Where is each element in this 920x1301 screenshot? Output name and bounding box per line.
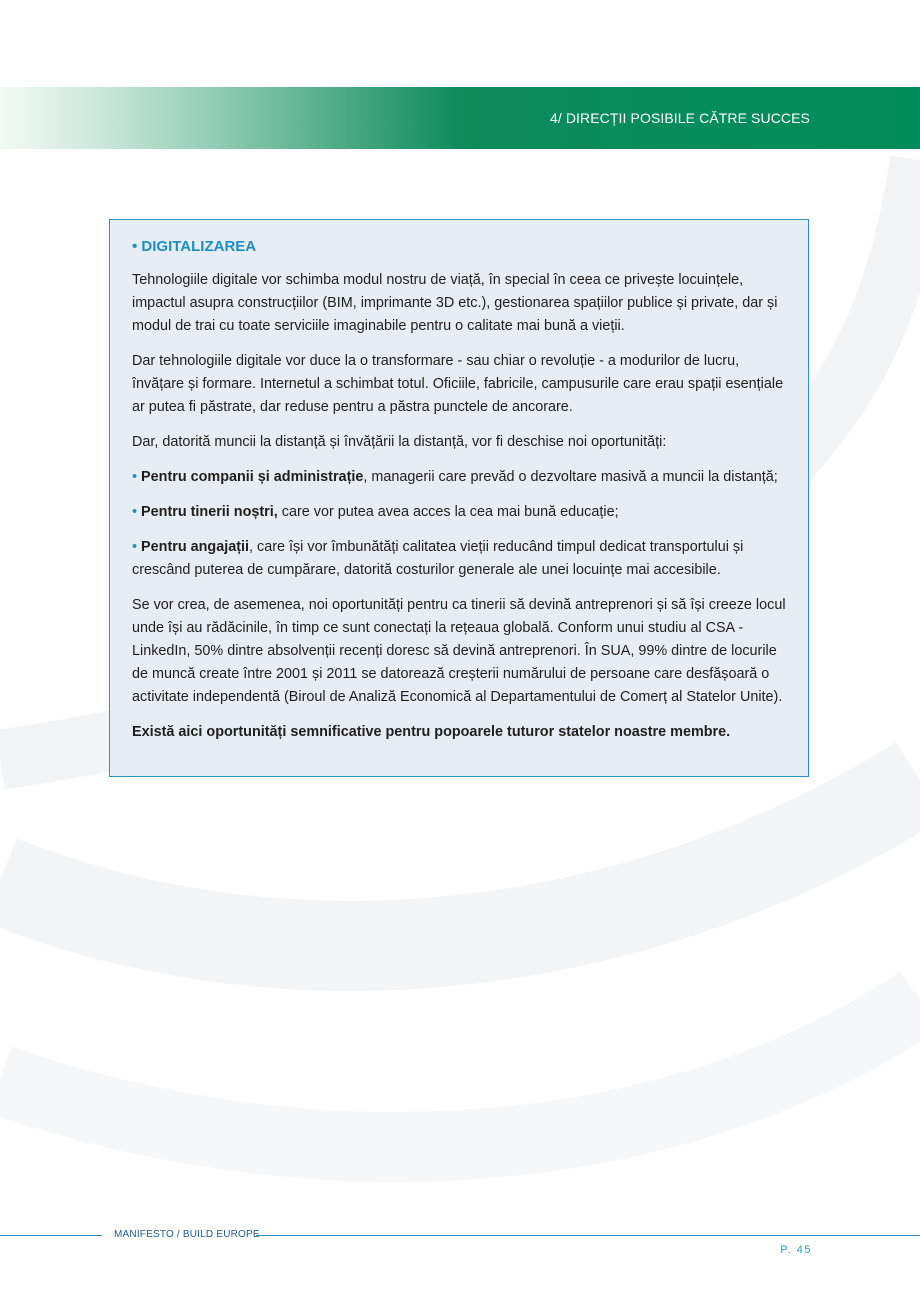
bullet-item-youth (132, 501, 786, 524)
bullet-text: care vor putea avea acces la cea mai bună educație; (277, 504, 619, 520)
bullet-item-companies (132, 466, 786, 489)
bullet-marker: • (132, 539, 138, 555)
paragraph-3: Dar, datorită muncii la distanță și învățării la distanță, vor fi deschise noi oportunități: (132, 434, 667, 450)
paragraph-2: Dar tehnologiile digitale vor duce la o transformare - sau chiar o revoluție - a modurilor de lucru, învățare și formare. Internetul a schimbat totul. Oficiile, fabricile, campusurile care erau spații esențiale ar putea fi păstrate, dar reduse pentru a păstra punctele de ancorare. (132, 353, 784, 415)
bullet-bold-text: Pentru tinerii noștri, (141, 504, 278, 520)
bullet-bold-text: Pentru angajații (141, 539, 249, 555)
paragraph-1: Tehnologiile digitale vor schimba modul nostru de viață, în special în ceea ce privește locuințele, impactul asupra construcțiilor (BIM, imprimante 3D etc.), gestionarea spațiilor publice și private, dar și modul de trai cu toate serviciile imaginabile pentru o calitate mai bună a vieții. (132, 272, 778, 334)
paragraph-4: Se vor crea, de asemenea, noi oportunități pentru ca tinerii să devină antreprenori și să își creeze locul unde își au rădăcinile, în timp ce sunt conectați la rețeaua globală. Conform unui studiu al CSA - LinkedIn, 50% dintre absolvenții recenți doresc să devină antreprenori. În SUA, 99% dintre de locurile de muncă create între 2001 și 2011 se datorează creșterii numărului de persoane care desfășoară o activitate independentă (Biroul de Analiză Economică al Departamentului de Comerț al Statelor Unite). (132, 597, 786, 705)
bullet-bold-text: Pentru companii și administrație (141, 469, 364, 485)
page-number: P. 45 (780, 1244, 812, 1256)
digitalization-box (109, 219, 809, 777)
footer-divider-right (256, 1235, 920, 1236)
bullet-text: , managerii care prevăd o dezvoltare masivă a muncii la distanță; (363, 469, 778, 485)
footer-publication-label: MANIFESTO / BUILD EUROPE (114, 1229, 260, 1240)
bullet-marker: • (132, 469, 138, 485)
footer-divider-left (0, 1235, 102, 1236)
bullet-marker: • (132, 504, 138, 520)
bullet-text: , care își vor îmbunătăți calitatea vieții reducând timpul dedicat transportului și crescând puterea de cumpărare, datorită costurilor generale ale unei locuințe mai accesibile. (132, 539, 744, 578)
section-heading: • DIGITALIZAREA (132, 238, 257, 255)
paragraph-conclusion: Există aici oportunități semnificative pentru popoarele tuturor statelor noastre membre. (132, 724, 731, 740)
bullet-item-employees (132, 536, 786, 582)
page-section-title: 4/ DIRECȚII POSIBILE CĂTRE SUCCES (549, 110, 810, 126)
